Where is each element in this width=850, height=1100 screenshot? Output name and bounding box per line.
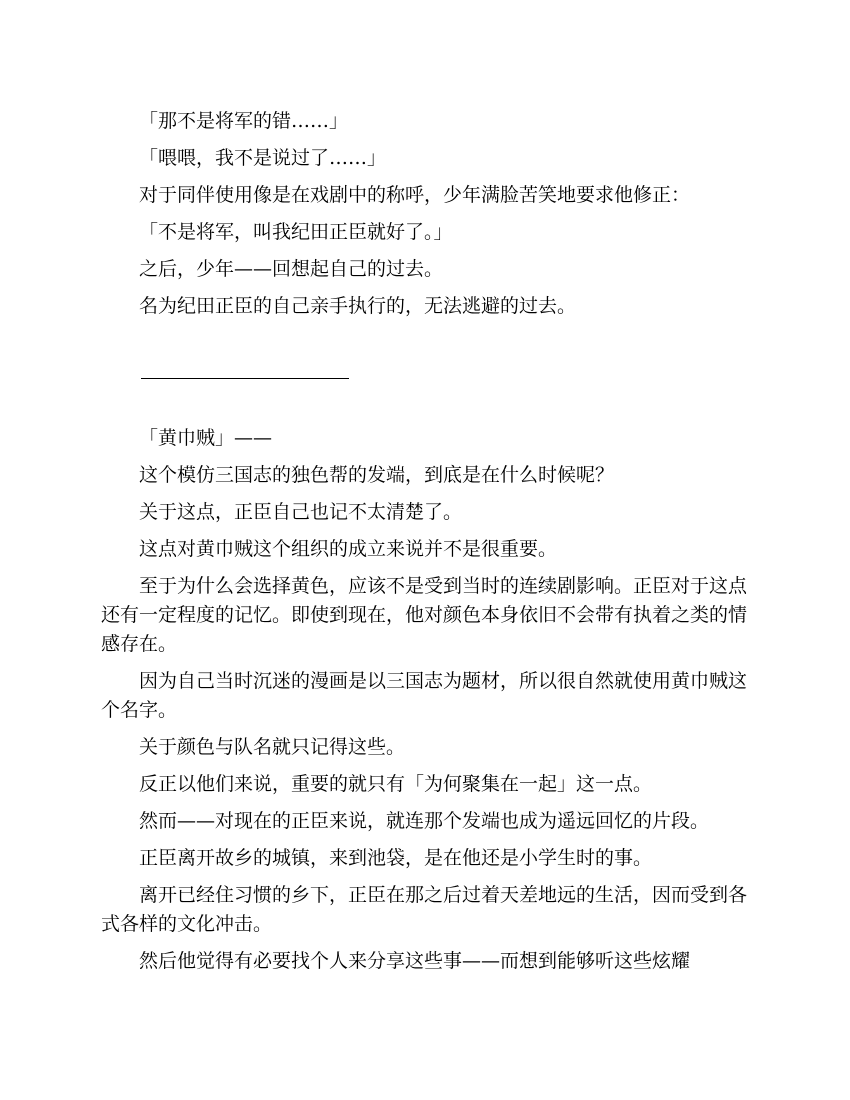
- paragraph: 之后，少年——回想起自己的过去。: [139, 258, 444, 280]
- paragraph: 关于这点，正臣自己也记不太清楚了。: [139, 501, 463, 523]
- blank-line: [101, 329, 747, 358]
- paragraph: 离开已经住习惯的乡下，正臣在那之后过着天差地远的生活，因而受到各式各样的文化冲击。: [101, 884, 748, 935]
- paragraph: 「喂喂，我不是说过了……」: [139, 147, 387, 169]
- paragraph: 然而——对现在的正臣来说，就连那个发端也成为遥远回忆的片段。: [139, 810, 710, 832]
- blank-line: [101, 395, 747, 424]
- paragraph: 因为自己当时沉迷的漫画是以三国志为题材，所以很自然就使用黄巾贼这个名字。: [101, 670, 748, 721]
- paragraph: 正臣离开故乡的城镇，来到池袋，是在他还是小学生时的事。: [139, 847, 653, 869]
- paragraph: 反正以他们来说，重要的就只有「为何聚集在一起」这一点。: [139, 773, 653, 795]
- paragraph: 对于同伴使用像是在戏剧中的称呼，少年满脸苦笑地要求他修正：: [139, 184, 691, 206]
- section-divider: [101, 358, 747, 387]
- paragraph: 「不是将军，叫我纪田正臣就好了。」: [139, 221, 453, 243]
- paragraph: 「那不是将军的错……」: [139, 110, 349, 132]
- paragraph: 「黄巾贼」——: [139, 427, 273, 449]
- paragraph: 关于颜色与队名就只记得这些。: [139, 736, 406, 758]
- paragraph: 这点对黄巾贼这个组织的成立来说并不是很重要。: [139, 538, 558, 560]
- paragraph: 至于为什么会选择黄色，应该不是受到当时的连续剧影响。正臣对于这点还有一定程度的记忆。即使到现在，他对颜色本身依旧不会带有执着之类的情感存在。: [101, 575, 748, 655]
- document-body: [101, 107, 747, 984]
- paragraph: 名为纪田正臣的自己亲手执行的，无法逃避的过去。: [139, 295, 577, 317]
- divider-line: [141, 378, 349, 379]
- paragraph: 这个模仿三国志的独色帮的发端，到底是在什么时候呢？: [139, 464, 615, 486]
- paragraph: 然后他觉得有必要找个人来分享这些事——而想到能够听这些炫耀: [139, 950, 691, 972]
